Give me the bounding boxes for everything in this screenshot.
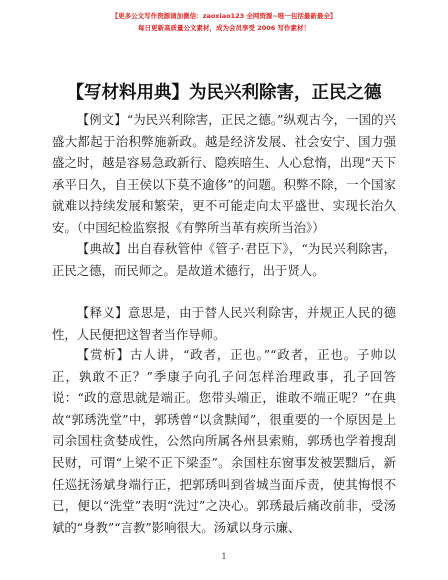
paragraph-text: 出自春秋管仲《管子·君臣下》，“为民兴利除害，正民之德，而民师之。是故道术德行，出于贤人。 bbox=[52, 241, 396, 278]
paragraph-text: 意思是，由于替人民兴利除害，并规正人民的德性，人民便把这智者当作导师。 bbox=[52, 305, 397, 342]
page-number: 1 bbox=[221, 552, 227, 561]
paragraph-label: 【典故】 bbox=[76, 241, 128, 256]
paragraph-text: “为民兴利除害，正民之德。”纵观古今，一国的兴盛大都起于治积弊施新政。越是经济发展、社会安宁、国力强盛之时，越是容易急政新行、隐疾暗生、人心怠惰，出现“天下承平日久，自王侯以下莫不逾侈”的问题。积弊不除，一个国家就难以持续发展和繁荣，更不可能走向太平盛世、实现长治久安。（中国纪检监察报《有弊所当革有疾所当治》） bbox=[52, 112, 397, 235]
paragraph-analysis bbox=[52, 344, 396, 538]
paragraph-allusion bbox=[52, 238, 396, 281]
paragraph-label: 【例文】 bbox=[76, 112, 127, 127]
paragraph-label: 【释义】 bbox=[76, 305, 128, 320]
promo-banner-line-2: 每日更新高质量公文素材，成为会员享受 2006 写作素材！ bbox=[137, 24, 311, 32]
paragraph-label: 【赏析】 bbox=[76, 347, 130, 362]
paragraph-meaning bbox=[52, 302, 396, 345]
paragraph-text: 古人讲，“政者，正也。”“政者，正也。子帅以正，孰敢不正？”季康子向孔子问怎样治理政事，孔子回答说：“政的意思就是端正。您带头端正，谁敢不端正呢？”在典故“郭琇洗堂”中，郭琇曾“以贪黩闻”，很重要的一个原因是上司余国柱贪婪成性，公然向所属各州县索贿，郭琇也学着搜刮民财，可谓“上梁不正下梁歪”。余国柱东窗事发被罢黜后，新任巡抚汤斌身端行正，把郭琇叫到省城当面斥责，使其悔恨不已，便以“洗堂”表明“洗过”之决心。郭琇最后痛改前非，受汤斌的“身教”“言教”影响很大。汤斌以身示廉、 bbox=[52, 347, 397, 535]
paragraph-example bbox=[52, 109, 396, 239]
promo-banner-line-1: 【更多公文写作资源请加微信：zaoxiao123 全网资源~唯一包括最新最全】 bbox=[111, 12, 337, 20]
document-title: 【写材料用典】为民兴利除害，正民之德 bbox=[66, 83, 382, 103]
